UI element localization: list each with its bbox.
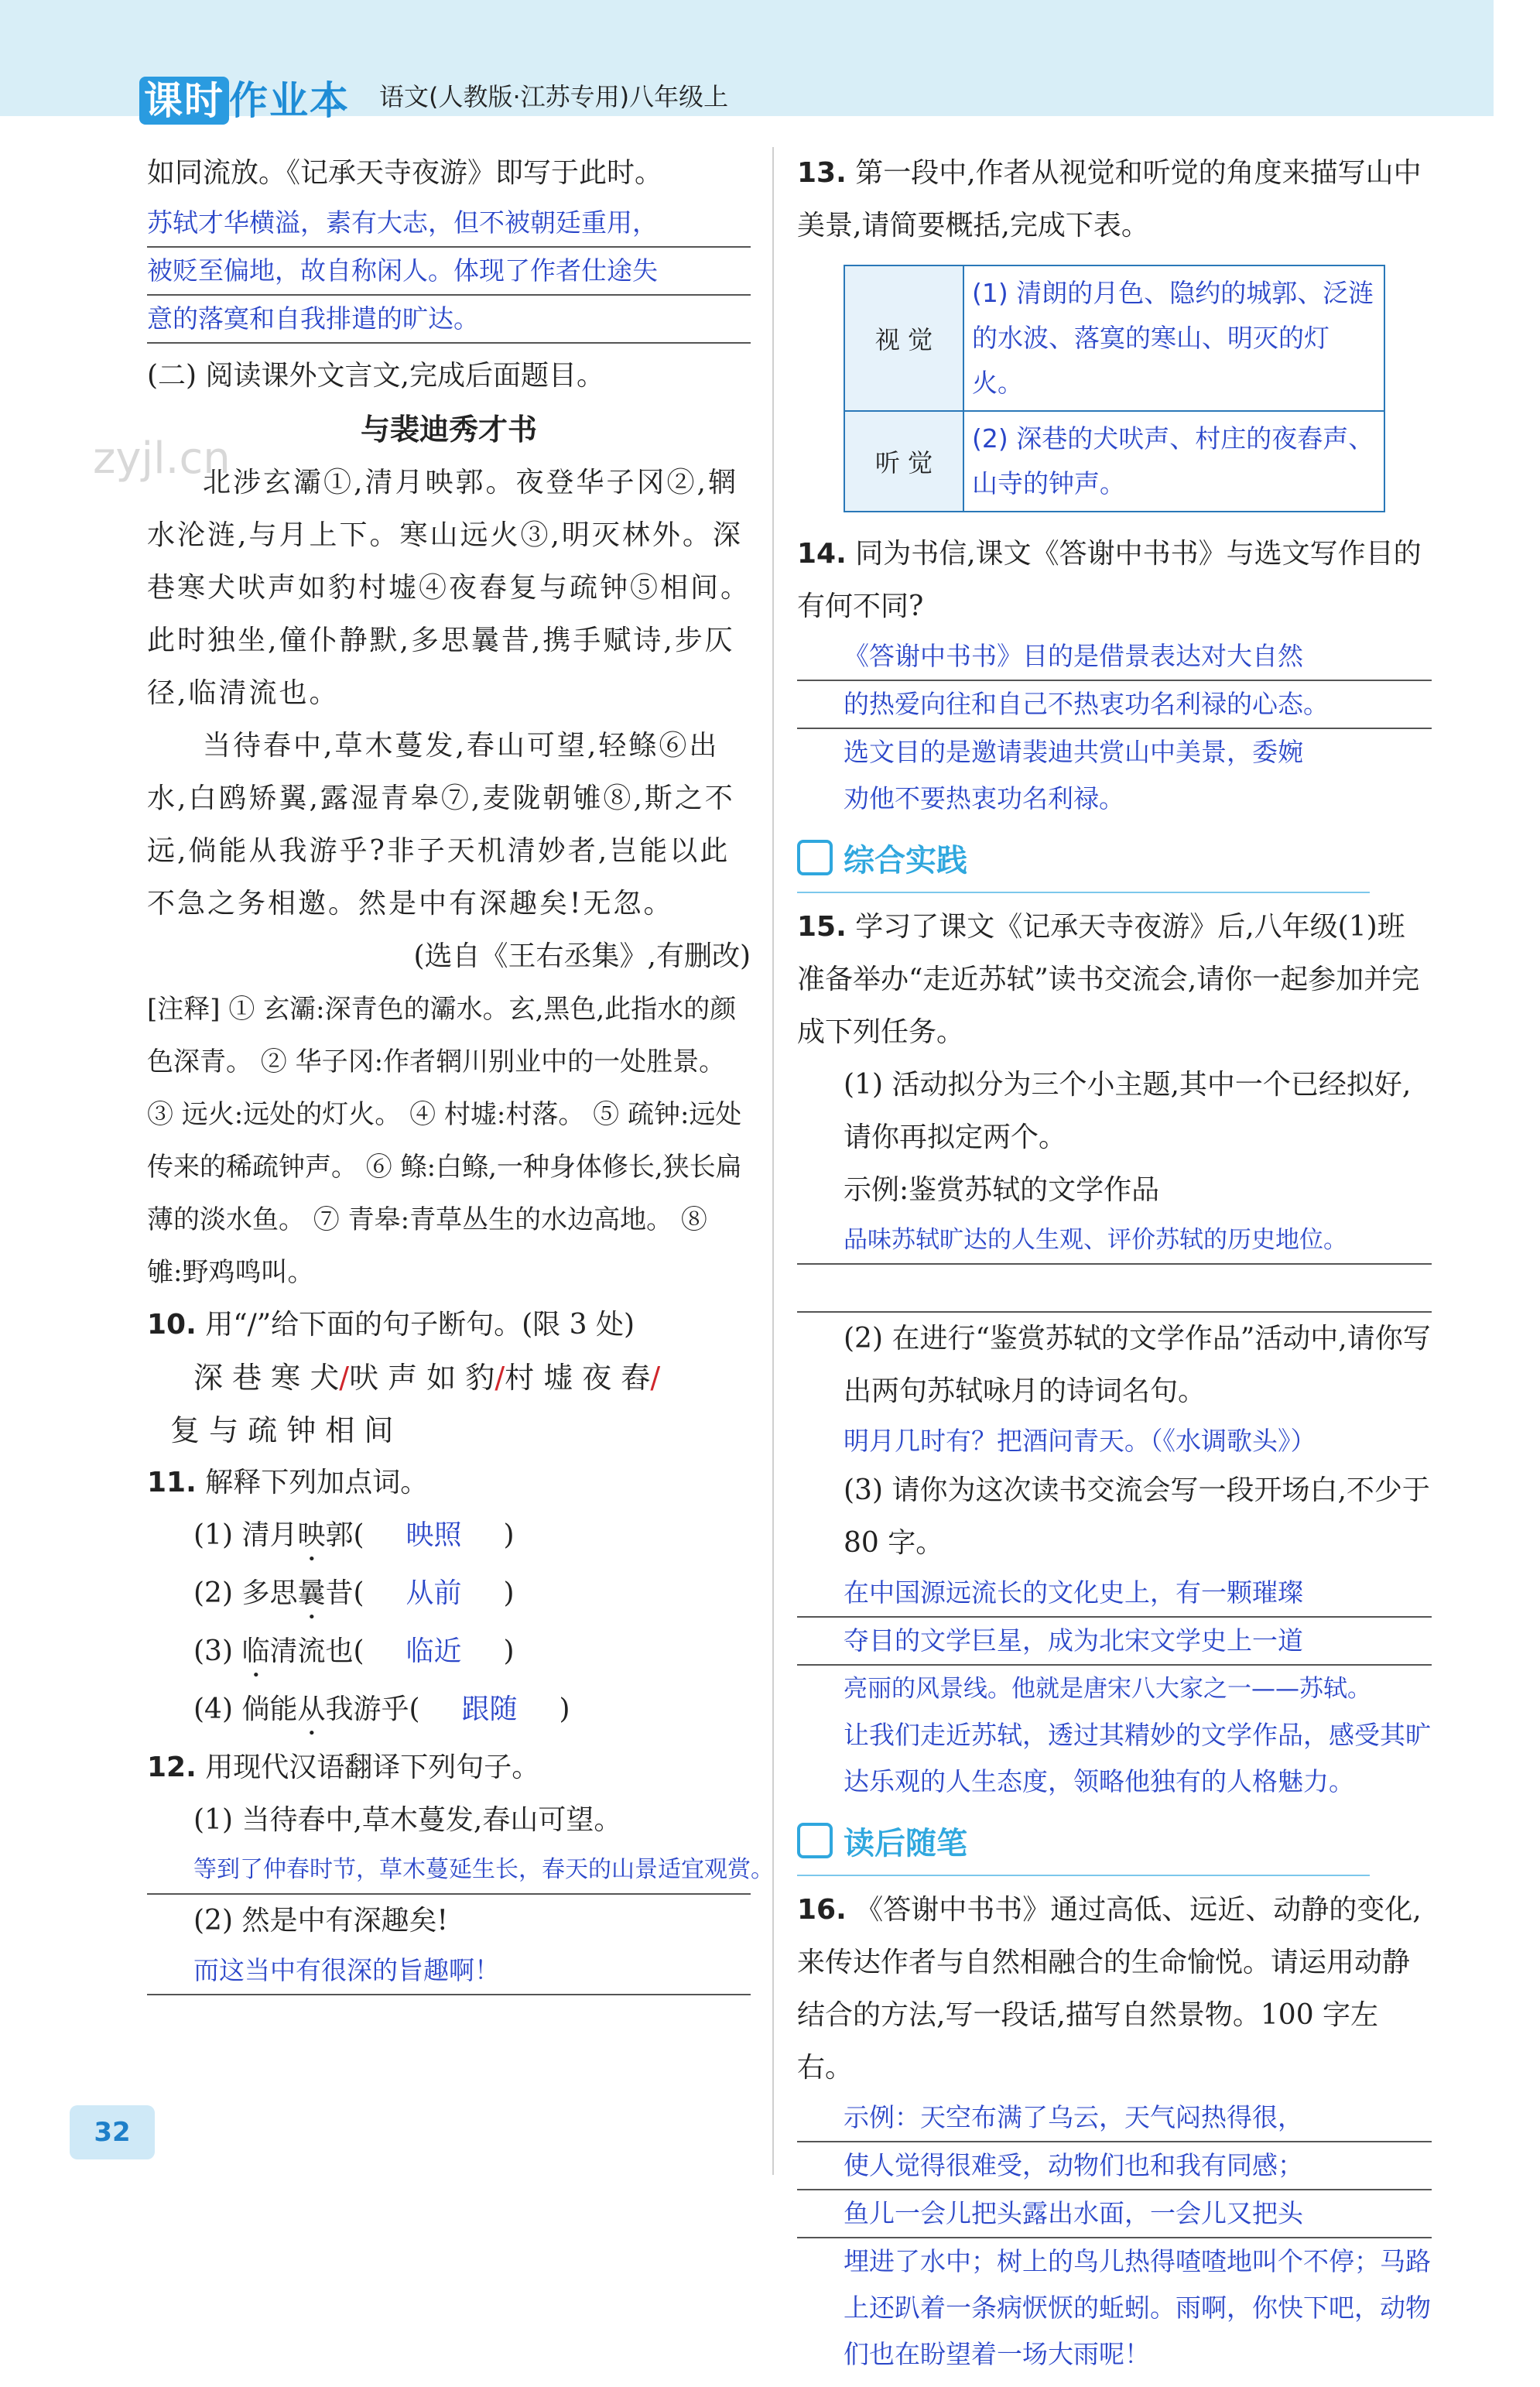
passage-notes: [注释] ① 玄灞:深青色的灞水。玄,黑色,此指水的颜色深青。 ② 华子冈:作者辋川别业中的一处胜景。 ③ 远火:远处的灯火。 ④ 村墟:村落。 ⑤ 疏钟:远处传来的稀疏钟声。 ⑥ 鲦:白鲦,一种身体修长,狭长扁薄的淡水鱼。 ⑦ 青皋:青草丛生的水边高地。 ⑧ 雊:野鸡鸣叫。: [147, 994, 742, 1288]
question-15-text: 学习了课文《记承天寺夜游》后,八年级(1)班准备举办“走近苏轼”读书交流会,请你一起参加并完成下列任务。: [797, 911, 1420, 1048]
watermark: zyjl.cn: [93, 433, 231, 484]
book-logo: [139, 70, 350, 125]
table-label-visual: 视 觉: [844, 265, 963, 411]
answer-16-line-3: 鱼儿一会儿把头露出水面，一会儿又把头: [797, 2190, 1432, 2238]
q11-item-answer: 从前: [406, 1577, 462, 1609]
answer-15-2: 明月几时有？把酒问青天。（《水调歌头》）: [844, 1426, 1316, 1456]
question-15-3: (3) 请你为这次读书交流会写一段开场白,不少于 80 字。: [844, 1474, 1430, 1559]
sense-table: [844, 265, 1385, 512]
logo-highlight: 课时: [139, 77, 229, 125]
answer-14-line-4: 劝他不要热衷功名利禄。: [844, 783, 1124, 813]
question-15-2: (2) 在进行“鉴赏苏轼的文学作品”活动中,请你写出两句苏轼咏月的诗词名句。: [844, 1323, 1431, 1407]
q11-item-suffix: 清流也(: [269, 1635, 364, 1667]
q11-item-prefix: (1) 清月: [193, 1519, 298, 1551]
q10-slash-1: /: [339, 1361, 350, 1395]
question-13-text: 第一段中,作者从视觉和听觉的角度来描写山中美景,请简要概括,完成下表。: [797, 157, 1422, 241]
question-12-1: (1) 当待春中,草木蔓发,春山可望。: [193, 1804, 622, 1836]
q11-item-close: ): [503, 1577, 515, 1609]
answer-15-3-line-4: 让我们走近苏轼，透过其精妙的文学作品，感受其旷达乐观的人生态度，领略他独有的人格魅力。: [844, 1720, 1431, 1796]
q11-item-suffix: 我游乎(: [325, 1694, 420, 1725]
table-label-audio: 听 觉: [844, 411, 963, 512]
q11-item-answer: 临近: [406, 1635, 462, 1667]
q10-slash-2: /: [495, 1361, 505, 1395]
question-16-text: 《答谢中书书》通过高低、远近、动静的变化,来传达作者与自然相融合的生命愉悦。请运用动静结合的方法,写一段话,描写自然景物。100 字左右。: [797, 1894, 1422, 2084]
answer-9-line-3: 意的落寞和自我排遣的旷达。: [147, 296, 751, 344]
answer-14-line-1: 《答谢中书书》目的是借景表达对大自然: [797, 633, 1432, 681]
check-icon: [797, 840, 833, 875]
answer-15-1-blank: [797, 1265, 1432, 1313]
table-row: [844, 265, 1384, 411]
question-10: [147, 1299, 751, 1351]
question-14-text: 同为书信,课文《答谢中书书》与选文写作目的有何不同?: [797, 538, 1422, 622]
answer-15-1: 品味苏轼旷达的人生观、评价苏轼的历史地位。: [797, 1217, 1432, 1265]
question-10-text: 用“/”给下面的句子断句。(限 3 处): [205, 1309, 635, 1341]
page-header: [0, 0, 1494, 123]
question-11-item: [147, 1567, 751, 1625]
question-15-number: 15.: [797, 911, 847, 943]
q11-item-dotted-word: 曩: [297, 1577, 326, 1609]
q11-item-close: ): [503, 1635, 515, 1667]
section-practice-heading: [797, 830, 1370, 893]
q11-item-close: ): [559, 1694, 570, 1725]
q11-item-dotted-word: 映: [297, 1519, 326, 1551]
question-11-text: 解释下列加点词。: [205, 1467, 429, 1498]
question-12: [147, 1741, 751, 1794]
q10-segment-3: 村 墟 夜 舂: [505, 1361, 651, 1395]
question-12-text: 用现代汉语翻译下列句子。: [205, 1752, 540, 1783]
q10-slash-3: /: [650, 1361, 661, 1395]
answer-12-1: 等到了仲春时节，草木蔓延生长，春天的山景适宜观赏。: [147, 1847, 751, 1895]
answer-9-line-2: 被贬至偏地，故自称闲人。体现了作者仕途失: [147, 248, 751, 296]
section-2-heading: (二) 阅读课外文言文,完成后面题目。: [147, 360, 604, 392]
q11-item-prefix: (2) 多思: [193, 1577, 298, 1609]
q11-item-suffix: 郭(: [325, 1519, 364, 1551]
question-14-number: 14.: [797, 538, 847, 570]
table-value-audio: (2) 深巷的犬吠声、村庄的夜舂声、山寺的钟声。: [963, 411, 1384, 512]
q11-item-prefix: (3): [193, 1635, 242, 1667]
question-11-item: [147, 1683, 751, 1741]
question-10-sentence-1: [147, 1351, 751, 1404]
question-11-list: [147, 1509, 751, 1741]
intro-line: 如同流放。《记承天寺夜游》即写于此时。: [147, 157, 663, 189]
subject-line: 语文(人教版·江苏专用)八年级上: [379, 82, 729, 111]
section-notes-heading: [797, 1813, 1370, 1876]
page-number: 32: [70, 2105, 155, 2159]
q11-item-answer: 跟随: [461, 1694, 518, 1725]
pencil-icon: [797, 1823, 833, 1858]
passage-title: 与裴迪秀才书: [360, 412, 537, 447]
question-12-number: 12.: [147, 1752, 197, 1783]
answer-16-line-4: 埋进了水中；树上的鸟儿热得喳喳地叫个不停；马路上还趴着一条病恹恹的蚯蚓。雨啊，你快下吧，动物们也在盼望着一场大雨呢！: [844, 2246, 1431, 2369]
question-11-item: [147, 1625, 751, 1683]
q11-item-answer: 映照: [406, 1519, 462, 1551]
answer-16-line-2: 使人觉得很难受，动物们也和我有同感；: [797, 2142, 1432, 2190]
q11-item-dotted-word: 临: [241, 1635, 270, 1667]
logo-text: 作业本: [229, 78, 350, 123]
answer-15-3-line-3: 亮丽的风景线。他就是唐宋八大家之一——苏轼。: [844, 1675, 1371, 1703]
answer-9-line-1: 苏轼才华横溢，素有大志，但不被朝廷重用，: [147, 200, 751, 248]
table-value-visual: (1) 清朗的月色、隐约的城郭、泛涟的水波、落寞的寒山、明灭的灯火。: [963, 265, 1384, 411]
answer-15-3-line-2: 夺目的文学巨星，成为北宋文学史上一道: [797, 1618, 1432, 1666]
question-11: [147, 1457, 751, 1509]
table-row: [844, 411, 1384, 512]
q10-segment-2: 吠 声 如 豹: [349, 1361, 495, 1395]
question-12-2: (2) 然是中有深趣矣!: [193, 1905, 448, 1937]
question-11-item: [147, 1509, 751, 1567]
question-15: [797, 901, 1432, 1059]
question-13: [797, 147, 1432, 252]
answer-14-line-3: 选文目的是邀请裴迪共赏山中美景，委婉: [844, 737, 1303, 767]
q10-segment-1: 深 巷 寒 犬: [193, 1361, 340, 1395]
q11-item-suffix: 昔(: [325, 1577, 364, 1609]
question-16: [797, 1884, 1432, 2094]
passage-para-1: 北涉玄灞①,清月映郭。夜登华子冈②,辋水沦涟,与月上下。寒山远火③,明灭林外。深巷寒犬吠声如豹村墟④夜舂复与疏钟⑤相间。此时独坐,僮仆静默,多思曩昔,携手赋诗,步仄径,临清流也。: [147, 467, 751, 709]
question-14: [797, 528, 1432, 633]
question-13-number: 13.: [797, 157, 847, 189]
question-11-number: 11.: [147, 1467, 197, 1498]
q11-item-prefix: (4) 倘能: [193, 1694, 298, 1725]
left-column: [147, 147, 774, 1995]
q11-item-close: ): [503, 1519, 515, 1551]
passage-source: (选自《王右丞集》,有删改): [413, 940, 751, 972]
answer-16-line-1: 示例：天空布满了乌云，天气闷热得很，: [797, 2094, 1432, 2142]
answer-12-2: 而这当中有很深的旨趣啊！: [147, 1947, 751, 1995]
section-practice-label: 综合实践: [844, 843, 967, 878]
q11-item-dotted-word: 从: [297, 1694, 326, 1725]
answer-15-3-line-1: 在中国源远流长的文化史上，有一颗璀璨: [797, 1570, 1432, 1618]
question-15-1-example: 示例:鉴赏苏轼的文学作品: [844, 1174, 1160, 1206]
question-16-number: 16.: [797, 1894, 847, 1926]
section-notes-label: 读后随笔: [844, 1826, 967, 1861]
answer-14-line-2: 的热爱向往和自己不热衷功名利禄的心态。: [797, 681, 1432, 729]
passage-para-2: 当待春中,草木蔓发,春山可望,轻鲦⑥出水,白鸥矫翼,露湿青皋⑦,麦陇朝雊⑧,斯之不远,倘能从我游乎?非子天机清妙者,岂能以此不急之务相邀。然是中有深趣矣!无忽。: [147, 730, 735, 920]
question-15-1: (1) 活动拟分为三个小主题,其中一个已经拟好,请你再拟定两个。: [844, 1069, 1412, 1153]
question-10-number: 10.: [147, 1309, 197, 1341]
right-column: [797, 147, 1432, 2378]
question-10-sentence-2: 复 与 疏 钟 相 间: [170, 1413, 394, 1447]
